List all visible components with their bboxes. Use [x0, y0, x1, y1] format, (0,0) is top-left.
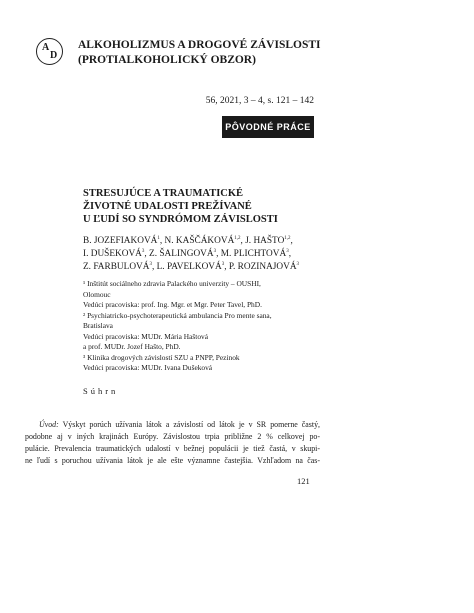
author-name: L. PAVELKOVÁ	[156, 262, 222, 272]
author-affiliation-marker: 1,2	[284, 235, 291, 241]
author-name: N. KAŠČÁKOVÁ	[164, 236, 235, 246]
affiliation-line: a prof. MUDr. Jozef Hašto, PhD.	[83, 342, 181, 351]
affiliations	[83, 279, 423, 374]
author-affiliation-marker: 3	[221, 261, 225, 267]
journal-title-line2: (PROTIALKOHOLICKÝ OBZOR)	[78, 54, 256, 66]
author-name: B. JOZEFIAKOVÁ	[83, 236, 158, 246]
author-affiliation-marker: 1	[157, 235, 160, 241]
author-name: J. HAŠTO	[245, 236, 285, 246]
author-affiliation-marker: 3	[286, 248, 289, 254]
abstract-line: pulácie. Prevalencia traumatických udalostí v bežnej populácii je tiež častá, v skupi-	[25, 444, 320, 453]
abstract-label: Úvod:	[39, 420, 59, 429]
section-badge: PÔVODNÉ PRÁCE	[222, 116, 314, 138]
affiliation-line: Vedúci pracoviska: prof. Ing. Mgr. et Mgr. Peter Tavel, PhD.	[83, 300, 262, 309]
journal-logo	[36, 38, 63, 65]
abstract	[25, 419, 320, 467]
author-separator: ,	[159, 236, 165, 246]
author-affiliation-marker: 1,2	[234, 235, 241, 241]
author-list	[83, 235, 299, 274]
article-title	[83, 187, 278, 226]
journal-title	[78, 38, 321, 68]
summary-heading: Súhrn	[83, 386, 119, 396]
abstract-text: Výskyt porúch užívania látok a závislostí od látok je v SR pomerne častý,	[58, 420, 320, 429]
author-separator: ,	[144, 249, 150, 259]
author-line	[83, 261, 299, 274]
author-line	[83, 235, 299, 248]
affiliation-line: ¹ Inštitút sociálneho zdravia Palackého univerzity – OUSHI,	[83, 279, 261, 288]
author-affiliation-marker: 3	[213, 248, 217, 254]
author-name: Z. ŠALINGOVÁ	[149, 249, 214, 259]
logo-letter-d: D	[50, 50, 58, 61]
abstract-line: ne ľudí s poruchou užívania látok je ale ešte významne častejšia. Vzhľadom na čas-	[25, 456, 320, 465]
author-separator: ,	[151, 262, 157, 272]
author-separator: ,	[288, 249, 292, 259]
author-separator: ,	[224, 262, 229, 272]
author-name: Z. FARBULOVÁ	[83, 262, 150, 272]
author-affiliation-marker: 3	[149, 261, 152, 267]
affiliation-line: ² Psychiatricko-psychoterapeutická ambulancia Pro mente sana,	[83, 310, 272, 320]
affiliation-line: Olomouc	[83, 289, 111, 299]
author-affiliation-marker: 3	[296, 261, 300, 267]
article-title-line: U ĽUDÍ SO SYNDRÓMOM ZÁVISLOSTI	[83, 214, 278, 225]
author-affiliation-marker: 3	[141, 248, 145, 254]
article-title-line: ŽIVOTNÉ UDALOSTI PREŽÍVANÉ	[83, 201, 252, 212]
author-separator: ,	[240, 236, 246, 246]
journal-title-line1: ALKOHOLIZMUS A DROGOVÉ ZÁVISLOSTI	[78, 39, 321, 51]
abstract-line: podobne aj v iných krajinách Európy. Závislostou trpia približne 2 % celkovej po-	[25, 432, 320, 441]
author-line	[83, 248, 299, 261]
abstract-line	[25, 419, 320, 431]
affiliation-line: Bratislava	[83, 321, 113, 330]
affiliation-line: ³ Klinika drogových závislostí SZU a PNPP, Pezinok	[83, 352, 240, 362]
author-separator: ,	[290, 236, 293, 246]
page-number: 121	[297, 476, 310, 486]
logo-letter-a: A	[42, 42, 50, 53]
article-title-line: STRESUJÚCE A TRAUMATICKÉ	[83, 188, 244, 199]
citation: 56, 2021, 3 – 4, s. 121 – 142	[205, 96, 314, 106]
affiliation-line: Vedúci pracoviska: MUDr. Ivana Dušeková	[83, 363, 213, 372]
author-name: M. PLICHTOVÁ	[220, 249, 287, 259]
affiliation-line: Vedúci pracoviska: MUDr. Mária Haštová	[83, 331, 208, 341]
author-name: I. DUŠEKOVÁ	[83, 249, 142, 259]
author-name: P. ROZINAJOVÁ	[228, 262, 297, 272]
author-separator: ,	[216, 249, 221, 259]
